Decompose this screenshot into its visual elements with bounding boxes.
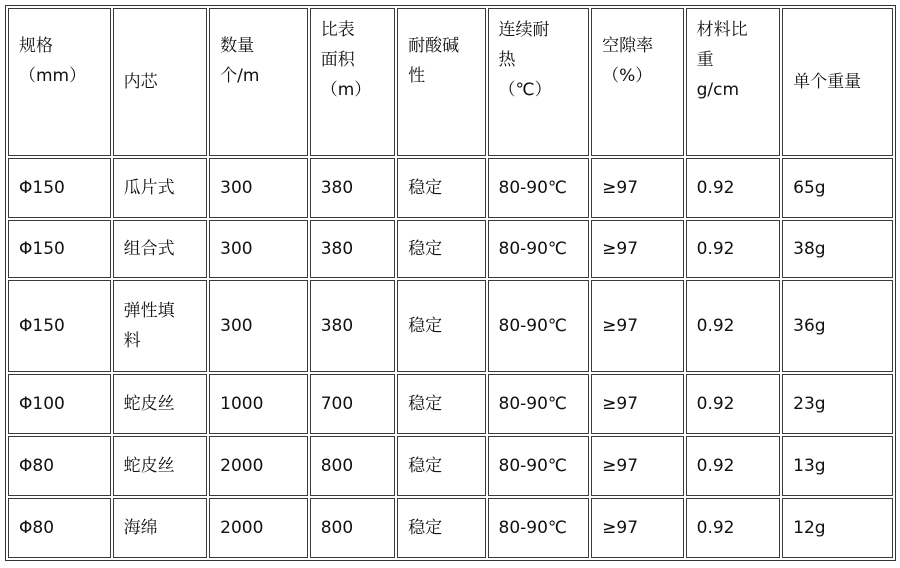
cell-acid-alkali: 稳定	[397, 280, 485, 371]
cell-quantity: 300	[209, 158, 308, 218]
cell-unit-weight: 23g	[782, 374, 893, 434]
cell-unit-weight: 38g	[782, 220, 893, 278]
cell-size: Φ80	[8, 436, 111, 496]
cell-void-ratio: ≥97	[591, 374, 683, 434]
cell-quantity: 1000	[209, 374, 308, 434]
cell-unit-weight: 13g	[782, 436, 893, 496]
packing-spec-table	[5, 5, 896, 561]
cell-void-ratio: ≥97	[591, 498, 683, 558]
header-cell-size: 规格 （mm）	[8, 8, 111, 156]
cell-acid-alkali: 稳定	[397, 498, 485, 558]
cell-core: 蛇皮丝	[113, 436, 208, 496]
cell-specific-surface: 380	[310, 280, 395, 371]
cell-specific-surface: 700	[310, 374, 395, 434]
cell-unit-weight: 12g	[782, 498, 893, 558]
cell-core: 弹性填 料	[113, 280, 208, 371]
header-cell-void-ratio: 空隙率 （%）	[591, 8, 683, 156]
header-cell-specific-surface: 比表 面积 （m）	[310, 8, 395, 156]
cell-void-ratio: ≥97	[591, 220, 683, 278]
cell-unit-weight: 36g	[782, 280, 893, 371]
cell-heat-resistance: 80-90℃	[488, 280, 590, 371]
table-row	[8, 220, 893, 278]
table-row	[8, 498, 893, 558]
header-row	[8, 8, 893, 156]
cell-size: Φ150	[8, 220, 111, 278]
cell-quantity: 300	[209, 280, 308, 371]
cell-acid-alkali: 稳定	[397, 374, 485, 434]
cell-density: 0.92	[686, 436, 781, 496]
cell-core: 组合式	[113, 220, 208, 278]
cell-heat-resistance: 80-90℃	[488, 498, 590, 558]
cell-acid-alkali: 稳定	[397, 220, 485, 278]
cell-heat-resistance: 80-90℃	[488, 436, 590, 496]
cell-size: Φ100	[8, 374, 111, 434]
cell-void-ratio: ≥97	[591, 436, 683, 496]
cell-density: 0.92	[686, 220, 781, 278]
cell-core: 蛇皮丝	[113, 374, 208, 434]
cell-core: 海绵	[113, 498, 208, 558]
header-cell-density: 材料比 重 g/cm	[686, 8, 781, 156]
header-cell-core: 内芯	[113, 8, 208, 156]
header-cell-heat-resistance: 连续耐 热 （℃）	[488, 8, 590, 156]
cell-size: Φ150	[8, 280, 111, 371]
table-row	[8, 436, 893, 496]
cell-acid-alkali: 稳定	[397, 436, 485, 496]
cell-density: 0.92	[686, 158, 781, 218]
table-row	[8, 280, 893, 371]
cell-heat-resistance: 80-90℃	[488, 220, 590, 278]
cell-quantity: 2000	[209, 498, 308, 558]
cell-heat-resistance: 80-90℃	[488, 158, 590, 218]
cell-core: 瓜片式	[113, 158, 208, 218]
cell-void-ratio: ≥97	[591, 280, 683, 371]
cell-density: 0.92	[686, 374, 781, 434]
cell-unit-weight: 65g	[782, 158, 893, 218]
cell-density: 0.92	[686, 280, 781, 371]
table-row	[8, 374, 893, 434]
cell-size: Φ150	[8, 158, 111, 218]
cell-heat-resistance: 80-90℃	[488, 374, 590, 434]
cell-specific-surface: 380	[310, 220, 395, 278]
header-cell-unit-weight: 单个重量	[782, 8, 893, 156]
cell-specific-surface: 800	[310, 436, 395, 496]
cell-density: 0.92	[686, 498, 781, 558]
cell-quantity: 300	[209, 220, 308, 278]
header-cell-quantity: 数量 个/m	[209, 8, 308, 156]
header-cell-acid-alkali: 耐酸碱 性	[397, 8, 485, 156]
cell-acid-alkali: 稳定	[397, 158, 485, 218]
table-row	[8, 158, 893, 218]
cell-size: Φ80	[8, 498, 111, 558]
cell-quantity: 2000	[209, 436, 308, 496]
cell-specific-surface: 800	[310, 498, 395, 558]
cell-specific-surface: 380	[310, 158, 395, 218]
cell-void-ratio: ≥97	[591, 158, 683, 218]
